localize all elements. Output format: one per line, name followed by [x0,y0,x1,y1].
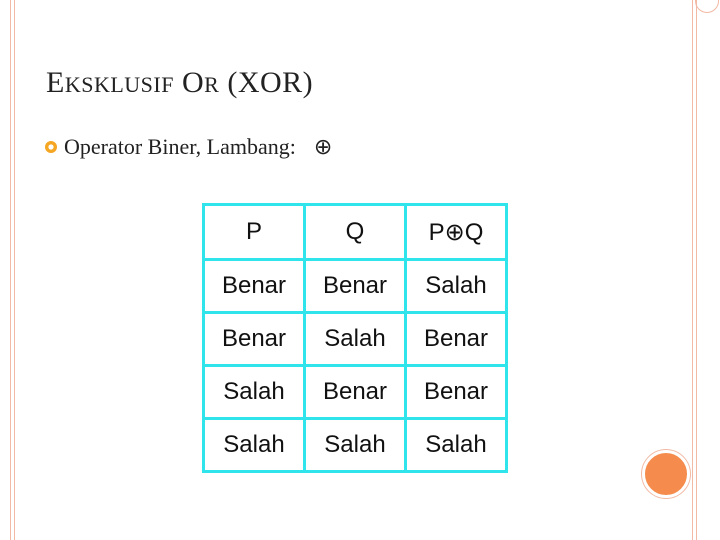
table-cell: Benar [406,313,507,366]
frame-line-right-outer [692,0,693,540]
table-row [204,313,507,366]
truth-table [202,203,508,473]
title-letter-e: E [46,66,65,99]
table-cell: Benar [305,366,406,419]
table-row [204,366,507,419]
table-cell: Salah [305,419,406,472]
table-row [204,260,507,313]
table-cell: Salah [305,313,406,366]
xor-symbol: ⊕ [313,134,333,159]
table-row [204,419,507,472]
title-letter-o: O [181,66,205,99]
table-cell: Salah [204,366,305,419]
table-cell: Salah [406,419,507,472]
table-cell: Benar [204,313,305,366]
bullet-item [44,134,332,160]
bullet-text: Operator Biner, Lambang: [64,134,296,159]
table-cell: Benar [406,366,507,419]
table-cell: Salah [406,260,507,313]
header-p: P [204,205,305,260]
table-cell: Salah [204,419,305,472]
header-q: Q [305,205,406,260]
title-word-eksklusif-rest: KSKLUSIF [64,72,174,97]
table-header-row [204,205,507,260]
decorative-circle [642,450,690,498]
frame-line-left-inner [14,0,15,540]
header-p-xor-q: P⊕Q [406,205,507,260]
frame-line-right-inner [696,0,697,540]
table-cell: Benar [204,260,305,313]
title-paren: (XOR) [227,66,314,99]
title-letter-r: R [204,72,220,97]
table-cell: Benar [305,260,406,313]
frame-line-left-outer [10,0,11,540]
sun-bullet-icon [44,140,58,154]
slide-title [46,66,313,100]
decorative-arc [695,0,719,13]
